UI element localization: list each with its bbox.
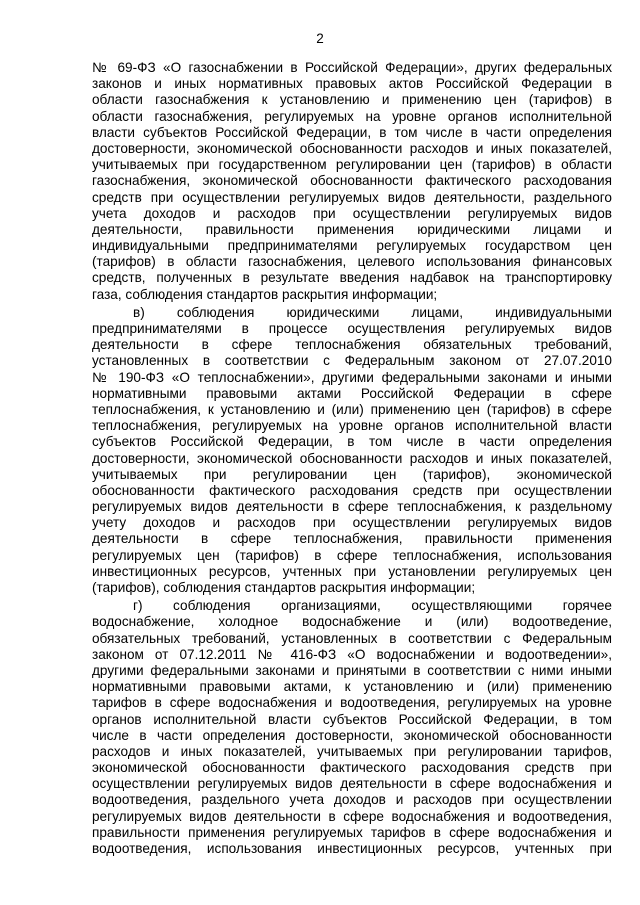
text-line: тарифов в сфере водоснабжения и водоотведения, регулируемых на уровне	[92, 695, 612, 711]
page-number: 2	[316, 31, 324, 46]
text-line: деятельности, правильности применения юридическими лицами и	[92, 221, 612, 237]
text-line: нормативными правовыми актами Российской Федерации в сфере	[92, 385, 612, 401]
text-line: расходов и иных показателей, учитываемых при регулировании тарифов,	[92, 743, 612, 759]
text-line: водоотведения, использования инвестиционных ресурсов, учтенных при	[92, 841, 612, 856]
text-line: предпринимателями в процессе осуществления регулируемых видов	[92, 321, 612, 336]
text-line: обязательных требований, установленных в соответствии с Федеральным	[92, 630, 612, 646]
text-line: учета доходов и расходов при осуществлении регулируемых видов	[92, 205, 612, 221]
text-line: теплоснабжения, регулируемых на уровне органов исполнительной власти	[92, 418, 612, 434]
text-line: средств, полученных в результате введения надбавок на транспортировку	[92, 270, 612, 286]
text-line: деятельности в сфере теплоснабжения обязательных требований,	[92, 337, 612, 353]
text-line: в) соблюдения юридическими лицами, индивидуальными	[133, 304, 612, 320]
text-line: индивидуальными предпринимателями регулируемых государством цен	[92, 238, 612, 254]
text-line: власти субъектов Российской Федерации, в том числе в части определения	[92, 124, 612, 140]
text-line: инвестиционных ресурсов, учтенных при установлении регулируемых цен	[92, 563, 612, 579]
text-line: области газоснабжения к установлению и применению цен (тарифов) в	[92, 92, 612, 108]
text-line: области газоснабжения, регулируемых на уровне органов исполнительной	[92, 108, 612, 124]
text-line: учитываемых при государственном регулировании цен (тарифов) в области	[92, 157, 612, 173]
text-line: учитываемых при регулировании цен (тарифов), экономической	[92, 466, 612, 482]
text-line: (тарифов), соблюдения стандартов раскрытия информации;	[92, 580, 476, 595]
text-line: достоверности, экономической обоснованности расходов и иных показателей,	[92, 450, 612, 466]
text-line: № 69-ФЗ «О газоснабжении в Российской Федерации», других федеральных	[92, 60, 612, 75]
text-line: обоснованности фактического расходования средств при осуществлении	[92, 482, 612, 498]
paragraph	[92, 60, 612, 303]
text-line: № 190-ФЗ «О теплоснабжении», другими федеральными законами и иными	[92, 369, 612, 385]
text-line: осуществлении регулируемых видов деятельности в сфере водоснабжения и	[92, 776, 612, 792]
text-line: учету доходов и расходов при осуществлении регулируемых видов	[92, 515, 612, 531]
text-line: законом от 07.12.2011 № 416-ФЗ «О водоснабжении и водоотведении»,	[92, 646, 612, 662]
paragraph	[92, 598, 612, 857]
text-line: другими федеральными законами и принятыми в соответствии с ними иными	[92, 662, 612, 678]
text-line: правильности применения регулируемых тарифов в сфере водоснабжения и	[92, 824, 612, 840]
text-line: деятельности в сфере теплоснабжения, правильности применения	[92, 531, 612, 547]
text-line: нормативными правовыми актами, к установлению и (или) применению	[92, 679, 612, 695]
text-line: экономической обоснованности фактического расходования средств при	[92, 760, 612, 776]
text-line: газоснабжения, экономической обоснованности фактического расходования	[92, 173, 612, 189]
text-line: водоснабжение, холодное водоснабжение и (или) водоотведение,	[92, 614, 612, 630]
document-body	[92, 60, 612, 859]
text-line: (тарифов) в области газоснабжения, целевого использования финансовых	[92, 254, 612, 270]
text-line: установленных в соответствии с Федеральным законом от 27.07.2010	[92, 353, 612, 369]
text-line: регулируемых цен (тарифов) в сфере теплоснабжения, использования	[92, 547, 612, 563]
text-line: теплоснабжения, к установлению и (или) применению цен (тарифов) в сфере	[92, 401, 612, 417]
paragraph	[92, 305, 612, 596]
text-line: г) соблюдения организациями, осуществляющими горячее	[133, 598, 612, 614]
text-line: регулируемых видов деятельности в сфере водоснабжения и водоотведения,	[92, 808, 612, 824]
text-line: числе в части определения достоверности, экономической обоснованности	[92, 727, 612, 743]
text-line: достоверности, экономической обоснованности расходов и иных показателей,	[92, 140, 612, 156]
text-line: средств при осуществлении регулируемых видов деятельности, раздельного	[92, 189, 612, 205]
text-line: законов и иных нормативных правовых актов Российской Федерации в	[92, 76, 612, 92]
text-line: водоотведения, раздельного учета доходов и расходов при осуществлении	[92, 792, 612, 808]
text-line: органов исполнительной власти субъектов Российской Федерации, в том	[92, 711, 612, 727]
text-line: регулируемых видов деятельности в сфере теплоснабжения, к раздельному	[92, 499, 612, 515]
text-line: газа, соблюдения стандартов раскрытия информации;	[92, 286, 438, 302]
text-line: субъектов Российской Федерации, в том числе в части определения	[92, 434, 612, 450]
